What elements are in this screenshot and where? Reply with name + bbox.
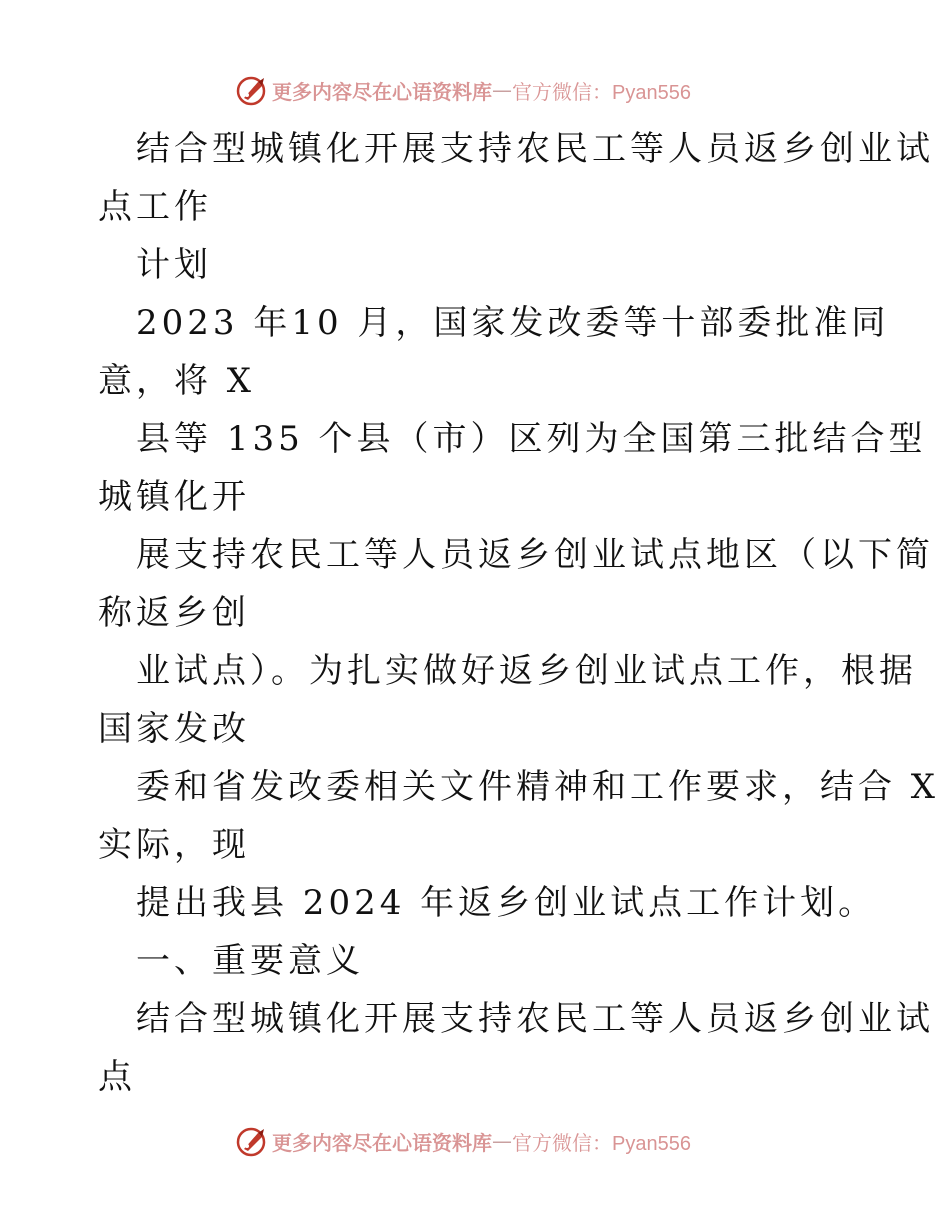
footer-watermark <box>236 1124 691 1158</box>
text-line: 实际，现 <box>98 825 250 865</box>
text-line: 点工作 <box>98 187 212 227</box>
text-line: 委和省发改委相关文件精神和工作要求，结合 X <box>136 767 940 807</box>
text-line: 国家发改 <box>98 709 250 749</box>
text-line: 意，将 X <box>98 361 256 401</box>
text-line: 业试点）。为扎实做好返乡创业试点工作，根据 <box>136 651 917 691</box>
text-line: 结合型城镇化开展支持农民工等人员返乡创业试 <box>136 129 934 169</box>
watermark-dash: — <box>492 1129 512 1153</box>
text-line: 城镇化开 <box>98 477 250 517</box>
watermark-wechat: 官方微信：Pyan556 <box>512 81 691 104</box>
text-line: 点 <box>98 1057 136 1097</box>
text-line: 结合型城镇化开展支持农民工等人员返乡创业试 <box>136 999 934 1039</box>
text-line: 计划 <box>136 245 212 285</box>
header-watermark <box>236 73 691 107</box>
text-line: 提出我县 2024 年返乡创业试点工作计划。 <box>136 883 877 923</box>
text-line: 2023 年10 月，国家发改委等十部委批准同 <box>136 303 890 343</box>
pen-logo-icon <box>236 74 268 106</box>
watermark-wechat: 官方微信：Pyan556 <box>512 1132 691 1155</box>
watermark-text: 更多内容尽在心语资料库 <box>272 1130 492 1155</box>
watermark-dash: — <box>492 78 512 102</box>
pen-logo-icon <box>236 1125 268 1157</box>
text-line: 展支持农民工等人员返乡创业试点地区（以下简 <box>136 535 934 575</box>
watermark-text: 更多内容尽在心语资料库 <box>272 79 492 104</box>
document-body <box>98 120 940 1106</box>
text-line: 一、重要意义 <box>136 941 364 981</box>
text-line: 县等 135 个县（市）区列为全国第三批结合型 <box>136 419 927 459</box>
text-line: 称返乡创 <box>98 593 250 633</box>
